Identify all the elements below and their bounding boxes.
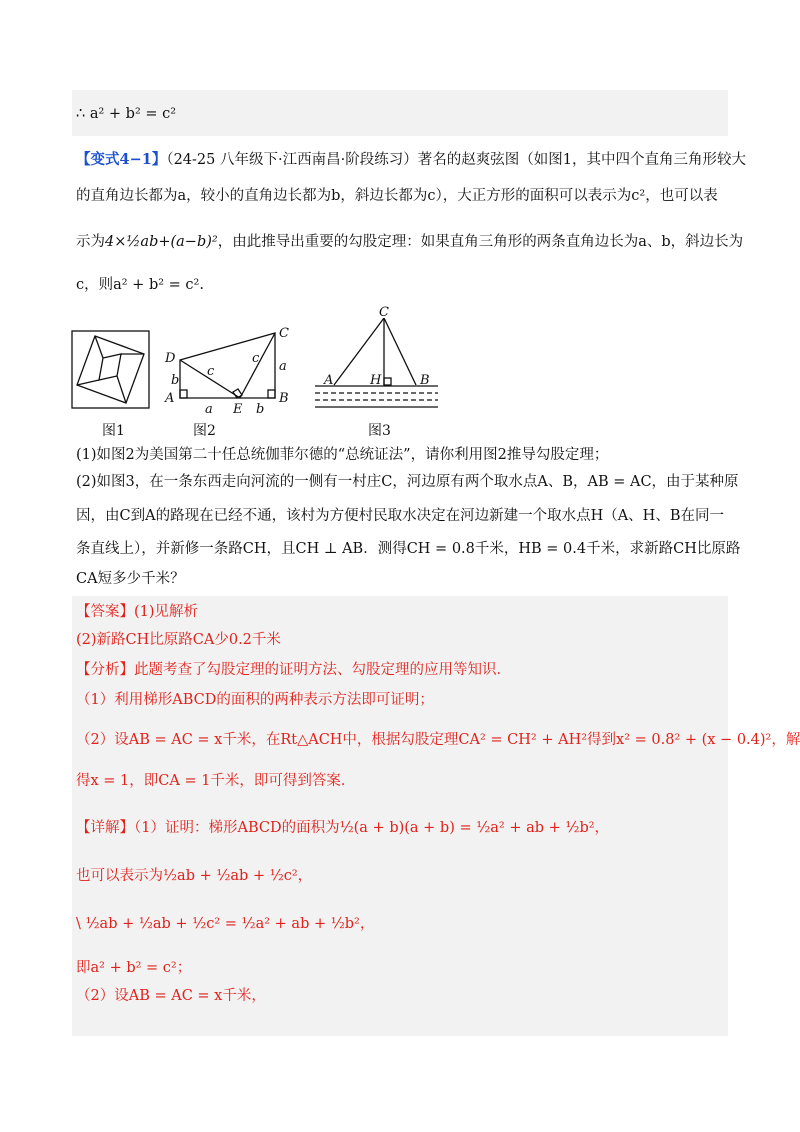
analysis-line-3 (76, 771, 355, 791)
question-1-text: (1)如图2为美国第二十任总统伽菲尔德的“总统证法”，请你利用图2推导勾股定理； (76, 447, 609, 463)
detail-3-text: \ ½ab + ½ab + ½c² = ½a² + ab + ½b²， (76, 916, 375, 932)
fig2-label-c: C (279, 326, 289, 341)
problem-text-3b: ，由此推导出重要的勾股定理：如果直角三角形的两条直角边长为a、b，斜边长为 (217, 234, 744, 250)
therefore-line (76, 104, 176, 124)
analysis-line-2 (76, 730, 800, 750)
fig2-label-b-side2: b (256, 402, 265, 417)
detail-1-text: （1）证明：梯形ABCD的面积为½(a + b)(a + b) = ½a² + ab + ½b²， (134, 820, 610, 836)
fig2-label-d: D (165, 351, 176, 366)
detail-line-3 (76, 914, 374, 934)
river-village-diagram (315, 318, 438, 407)
detail-5-text: （2）设AB = AC = x千米， (76, 988, 266, 1004)
problem-line-4 (76, 275, 204, 295)
analysis-tag: 【分析】 (76, 662, 134, 678)
analysis-3-text: 得x = 1，即CA = 1千米，即可得到答案． (76, 773, 356, 789)
question-2-text-3: 条直线上），并新修一条路CH，且CH ⊥ AB．测得CH = 0.8千米，HB = 0.4千米，求新路CH比原路 (76, 541, 741, 557)
fig2-label-c-side1: c (207, 364, 215, 379)
question-2-line-1 (76, 472, 739, 492)
question-2-text-2: 因，由C到A的路现在已经不通，该村为方便村民取水决定在河边新建一个取水点H（A、H、B在同一 (76, 508, 724, 524)
analysis-2-text: （2）设AB = AC = x千米，在Rt△ACH中，根据勾股定理CA² = CH² + AH²得到x² = 0.8² + (x − 0.4)²，解 (76, 732, 800, 748)
area-expression: 4×½ab+(a−b)² (105, 234, 218, 250)
garfield-trapezoid-diagram (180, 333, 275, 398)
problem-text-4: c，则a² + b² = c². (76, 277, 204, 293)
fig2-labels (164, 326, 289, 417)
fig2-label-a-point: A (165, 391, 175, 406)
question-2-text-4: CA短多少千米？ (76, 571, 185, 587)
fig2-label-a-side: a (205, 402, 213, 417)
problem-line-3 (76, 232, 743, 252)
analysis-line (76, 660, 511, 680)
problem-text-3a: 示为 (76, 234, 105, 250)
question-2-line-2 (76, 506, 724, 526)
answer-2-text: (2)新路CH比原路CA少0.2千米 (76, 632, 281, 648)
fig3-label-c-top: C (379, 305, 389, 320)
fig3-caption: 图3 (368, 423, 391, 439)
fig2-label-e: E (233, 402, 243, 417)
answer-line-1 (76, 602, 198, 622)
problem-text-1: 著名的赵爽弦图（如图1，其中四个直角三角形较大 (417, 152, 746, 168)
fig1-caption: 图1 (102, 423, 125, 439)
detail-2-text: 也可以表示为½ab + ½ab + ½c²， (76, 868, 313, 884)
therefore-text: ∴ a² + b² = c² (76, 106, 177, 122)
detail-line-2 (76, 866, 312, 886)
answer-1-text: (1)见解析 (134, 604, 199, 620)
source-text: （24-25 八年级下·江西南昌·阶段练习） (166, 152, 418, 168)
analysis-1-text: （1）利用梯形ABCD的面积的两种表示方法即可证明； (76, 692, 434, 708)
fig3-top-label (70, 296, 450, 326)
variant-tag: 【变式4−1】 (76, 151, 167, 168)
fig2-caption: 图2 (193, 423, 216, 439)
question-2-text-1: (2)如图3，在一条东西走向河流的一侧有一村庄C，河边原有两个取水点A、B，AB = AC，由于某种原 (76, 474, 739, 490)
analysis-text: 此题考查了勾股定理的证明方法、勾股定理的应用等知识． (134, 662, 511, 678)
question-2-line-3 (76, 539, 740, 559)
figures-row (70, 318, 450, 418)
detail-line-5 (76, 986, 266, 1006)
fig3-label-h: H (370, 373, 382, 388)
analysis-line-1 (76, 690, 434, 710)
question-2-line-4 (76, 569, 185, 589)
question-1 (76, 445, 608, 465)
fig3-label-b: B (420, 373, 430, 388)
problem-line-2 (76, 186, 718, 206)
fig2-label-a-side2: a (279, 359, 287, 374)
fig2-label-b-point: B (279, 391, 289, 406)
detail-line-4 (76, 958, 191, 978)
detail-4-text: 即a² + b² = c²； (76, 960, 192, 976)
fig3-label-a: A (324, 373, 334, 388)
zhao-shuang-diagram (72, 331, 149, 408)
detail-tag: 【详解】 (76, 820, 134, 836)
fig2-label-c-side2: c (252, 351, 260, 366)
answer-line-2 (76, 630, 281, 650)
fig2-label-b-side: b (171, 373, 180, 388)
problem-line-1 (76, 150, 746, 170)
detail-line-1 (76, 818, 609, 838)
answer-tag: 【答案】 (76, 604, 134, 620)
problem-text-2: 的直角边长都为a，较小的直角边长都为b，斜边长都为c），大正方形的面积可以表示为c²，也可以表 (76, 188, 718, 204)
